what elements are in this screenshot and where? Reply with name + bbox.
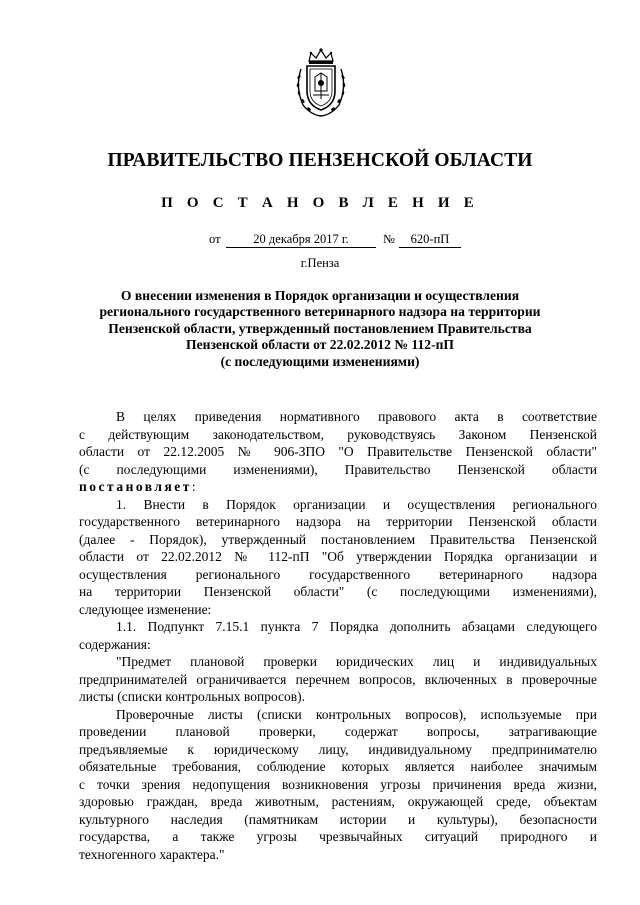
body-line-resolves: постановляет: [79,479,196,494]
body-line: В целях приведения нормативного правового акта в соответствие [116,409,597,424]
body-line: техногенного характера." [79,846,225,862]
heading-line: регионального государственного ветеринарного надзора на территории [99,304,541,320]
body-line: (с последующими изменениями), Правительство Пензенской области [79,461,597,477]
heading-line: О внесении изменения в Порядок организации и осуществления [120,288,520,303]
body-line: "Предмет плановой проверки юридических лиц и индивидуальных [116,654,597,669]
body-line: проведении плановой проверки, содержат вопросы, затрагивающие [79,724,597,739]
body-line: предпринимателей ограничивается перечнем вопросов, включенных в проверочные [79,671,597,687]
body-line: культурного наследия (памятникам истории и культуры), безопасности [79,811,597,827]
body-line: осуществления регионального государственного ветеринарного надзора [79,566,597,582]
body-line: (далее - Порядок), утвержденный постановлением Правительства Пензенской [79,531,597,547]
government-title: ПРАВИТЕЛЬСТВО ПЕНЗЕНСКОЙ ОБЛАСТИ [107,150,533,171]
body-line: содержания: [79,636,151,652]
document-body [79,408,597,863]
body-line: с действующим законодательством, руководствуясь Законом Пензенской [79,426,597,442]
document-date: 20 декабря 2017 г. [226,232,376,248]
body-line: листы (списки контрольных вопросов). [79,689,306,704]
body-line: здоровью граждан, вреда животным, растениям, окружающей среде, объектам [79,794,597,809]
document-heading [70,288,570,370]
from-label: от [209,232,221,246]
number-label: № [383,232,395,246]
body-line: с точки зрения недопущения возникновения угрозы причинения вреда жизни, [79,776,597,792]
body-line: области от 22.12.2005 № 906-ЗПО "О Правительстве Пензенской области" [79,444,597,459]
body-line: 1.1. Подпункт 7.15.1 пункта 7 Порядка дополнить абзацами следующего [116,619,597,634]
body-line: государственного ветеринарного надзора на территории Пензенской области [79,514,597,529]
body-line: на территории Пензенской области" (с последующими изменениями), [79,584,597,599]
body-line: Проверочные листы (списки контрольных вопросов), используемые при [116,706,597,722]
city: г.Пенза [300,256,340,270]
heading-line: (с последующими изменениями) [220,353,420,369]
coat-of-arms-emblem [291,47,351,119]
body-line: предъявляемые к юридическому лицу, индивидуальному предпринимателю [79,741,597,757]
resolves-word: постановляет [79,479,192,494]
document-type: П О С Т А Н О В Л Е Н И Е [161,195,479,211]
body-line: следующее изменение: [79,601,212,617]
heading-line: Пензенской области, утвержденный постановлением Правительства [108,320,532,336]
body-line: области от 22.02.2012 № 112-пП "Об утверждении Порядка организации и [79,549,597,564]
body-line: 1. Внести в Порядок организации и осуществления регионального [116,496,597,512]
heading-line: Пензенской области от 22.02.2012 № 112-пП [186,337,454,353]
body-line: обязательные требования, соблюдение которых является наиболее значимым [79,759,597,774]
document-number: 620-пП [399,232,461,248]
body-line: государства, а также угрозы чрезвычайных ситуаций природного и [79,829,597,844]
